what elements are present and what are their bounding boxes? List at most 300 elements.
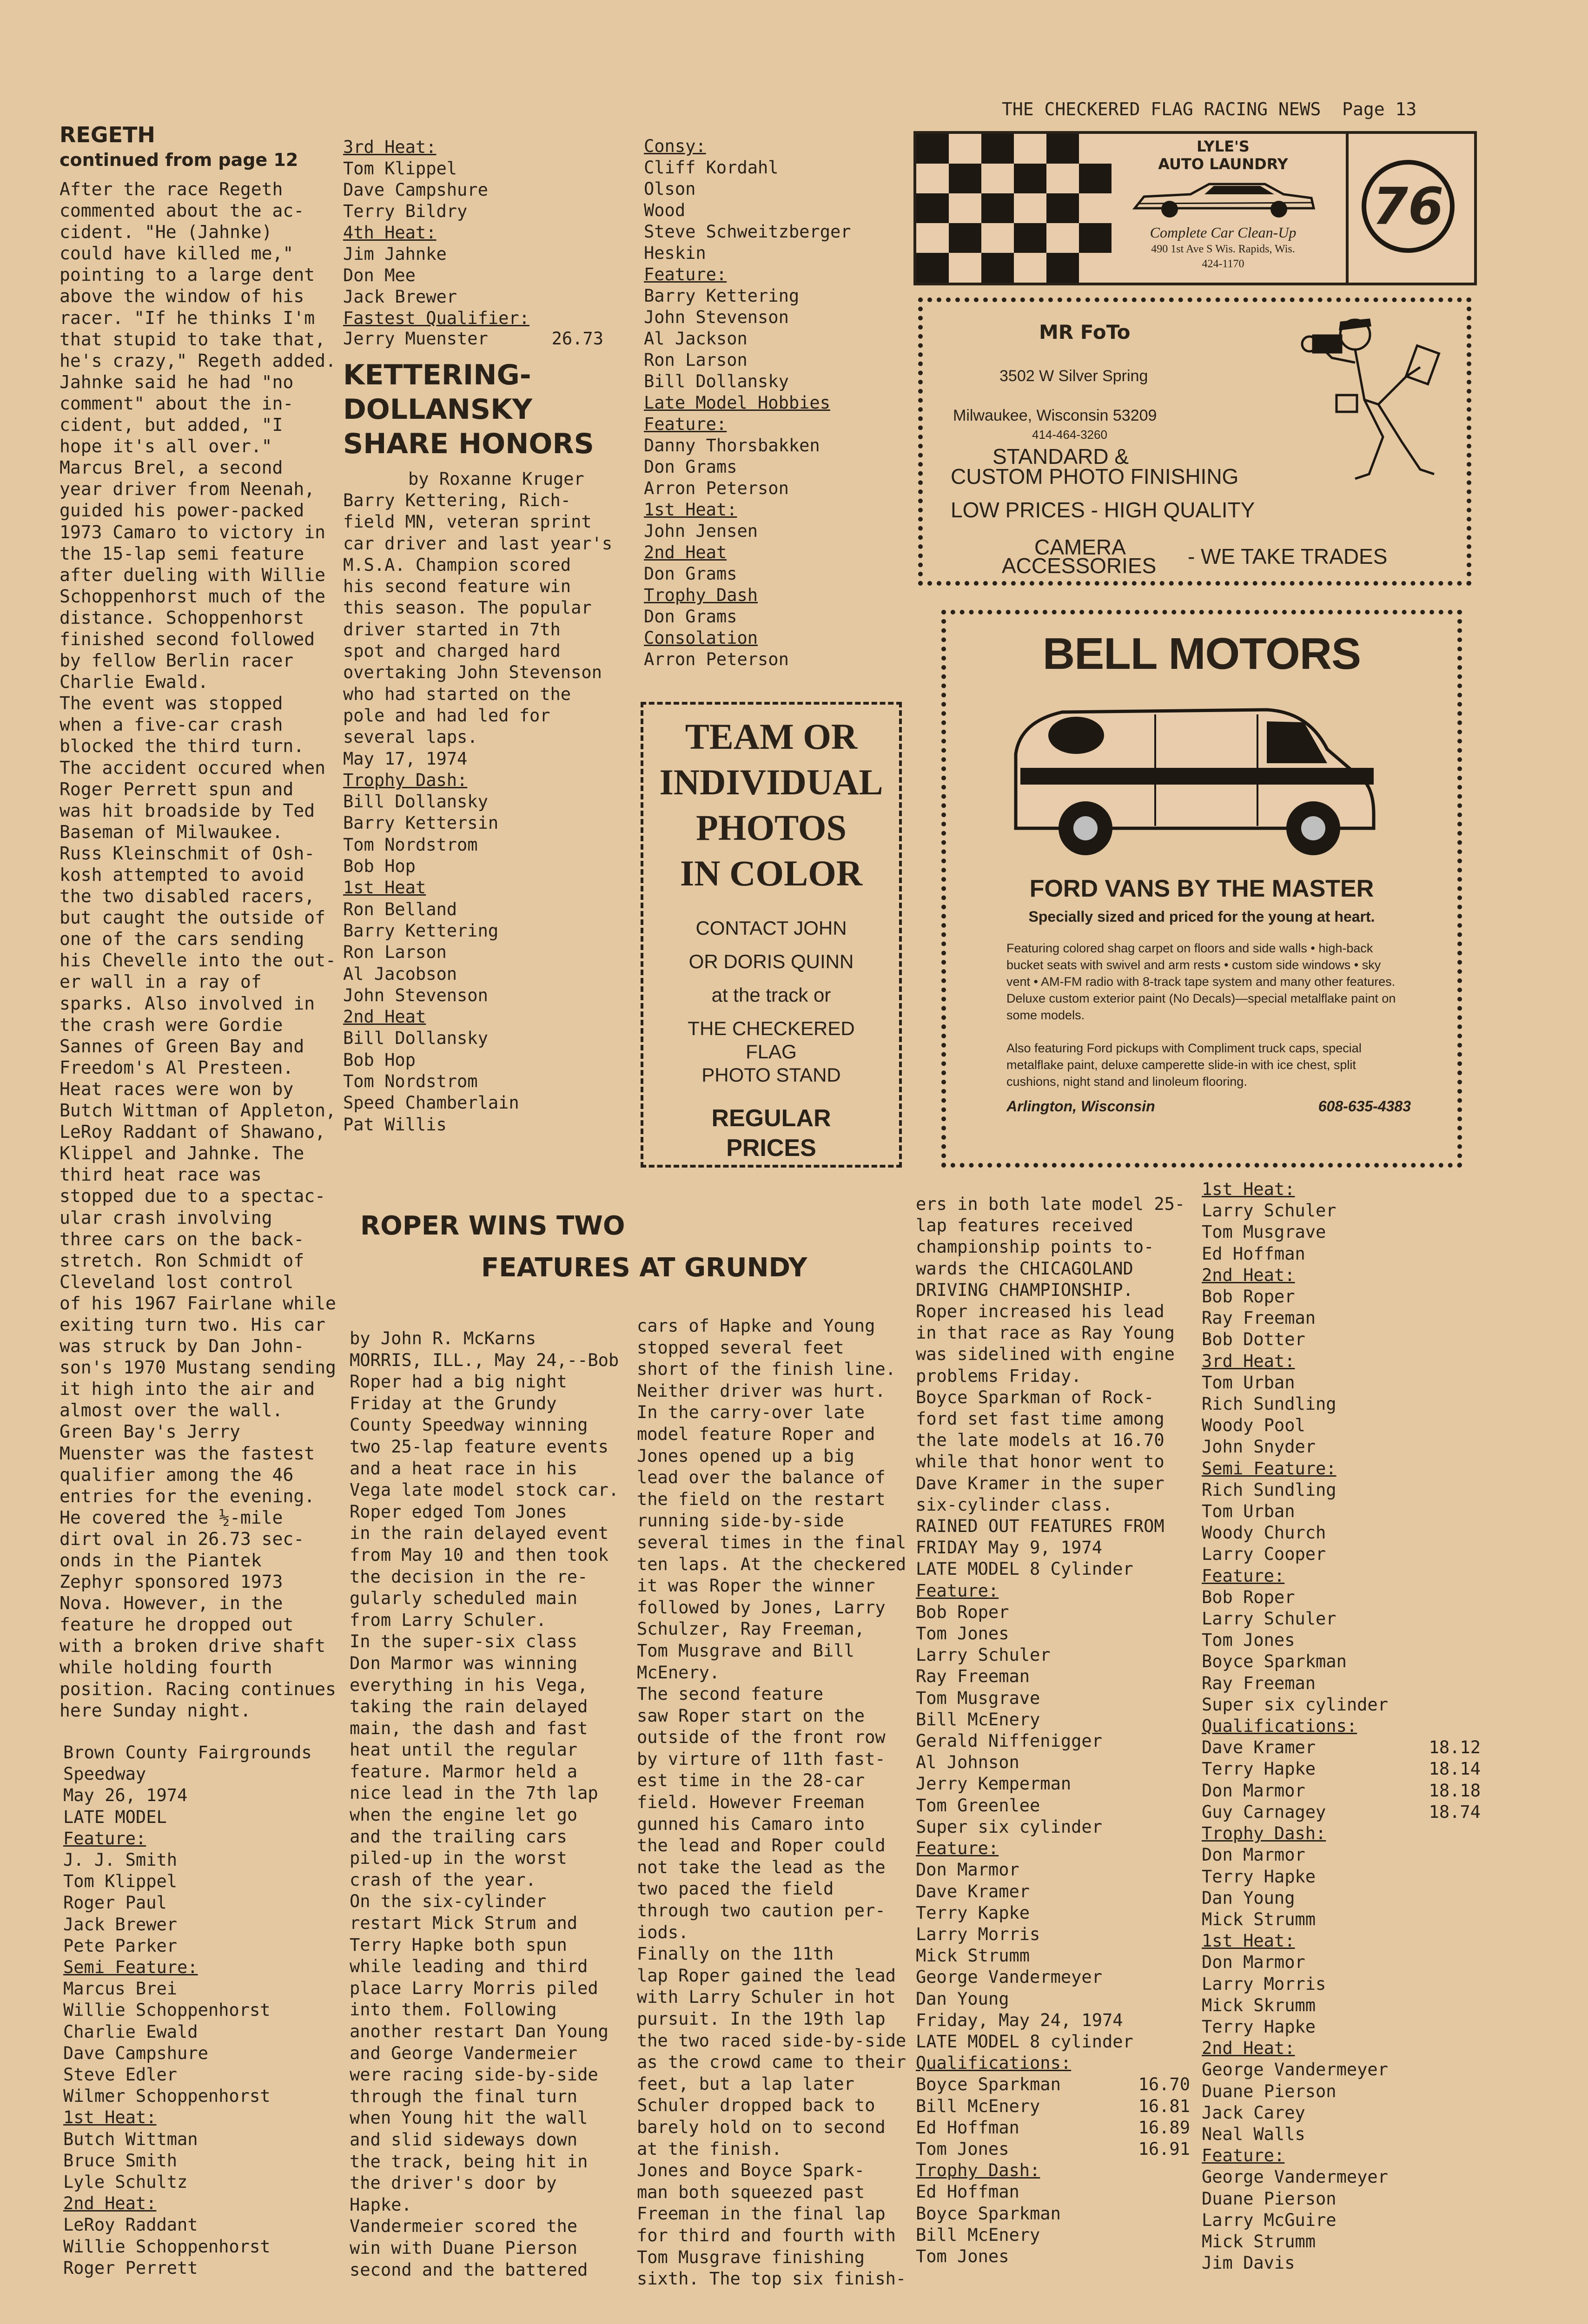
roper-col2-line: through two caution per- (637, 1901, 886, 1921)
col2-results-line: Jim Jahnke (343, 244, 447, 264)
roper-col2-line: as the crowd came to their (637, 2052, 906, 2073)
regeth-body-line: sparks. Also involved in (60, 993, 315, 1014)
roper-col2-line: McEnery. (637, 1662, 720, 1683)
checker-square (916, 193, 949, 223)
roper-col1-line: into them. Following (350, 2000, 557, 2020)
kettering-body-line: 1st Heat (343, 878, 426, 898)
regeth-body-line: pointing to a large dent (60, 264, 315, 285)
qualification-row (1202, 1802, 1481, 1823)
col3-results-line: Don Grams (644, 564, 737, 584)
roper-col3-line: Qualifications: (916, 2053, 1072, 2073)
roper-col3-line: George Vandermeyer (916, 1967, 1102, 1987)
roper-col1-line: taking the rain delayed (350, 1697, 588, 1717)
regeth-body-line: with a broken drive shaft (60, 1636, 325, 1657)
roper-col4-line: Semi Feature: (1202, 1458, 1337, 1479)
roper-col2-line: cars of Hapke and Young (637, 1316, 875, 1336)
roper-col1-line: second and the battered (350, 2259, 588, 2280)
roper-col4-tail-line: Jack Carey (1202, 2102, 1305, 2123)
mr-foto-city: Milwaukee, Wisconsin 53209 (953, 407, 1157, 424)
regeth-results-line: Charlie Ewald (63, 2021, 198, 2042)
regeth-body-line: he's crazy," Regeth added. (60, 350, 336, 371)
kettering-headline-2: DOLLANSKY (343, 393, 533, 426)
roper-col1-line: while leading and third (350, 1956, 588, 1977)
bell-body-2: Also featuring Ford pickups with Compliment truck caps, special metalflake paint, deluxe camperette slide-in with ice chest, split cushions, night stand and linoleum flooring. (1006, 1041, 1362, 1089)
regeth-body-line: could have killed me," (60, 243, 294, 264)
photo-ad-line-4: IN COLOR (680, 853, 863, 893)
col3-results-line: Don Grams (644, 457, 737, 477)
regeth-results-line: Speedway (63, 1764, 146, 1784)
bell-headline: FORD VANS BY THE MASTER (1029, 875, 1374, 902)
kettering-body-line: M.S.A. Champion scored (343, 555, 571, 575)
roper-col4-tail-line: George Vandermeyer (1202, 2167, 1388, 2187)
col3-results-line: Olson (644, 179, 696, 199)
qualification-row (916, 2096, 1190, 2117)
roper-col2-line: saw Roper start on the (637, 1705, 865, 1726)
running-head: THE CHECKERED FLAG RACING NEWS Page 13 (1002, 99, 1417, 119)
regeth-body-line: when a five-car crash (60, 714, 283, 735)
roper-col2-line: for third and fourth with (637, 2225, 896, 2245)
roper-col3-line: Larry Schuler (916, 1645, 1051, 1665)
photo-ad-stand: PHOTO STAND (701, 1064, 841, 1086)
kettering-body-line: Bob Hop (343, 1050, 416, 1070)
roper-col1-line: restart Mick Strum and (350, 1913, 578, 1934)
qualifier-time: 16.91 (1138, 2139, 1190, 2159)
roper-col2-line: man both squeezed past (637, 2182, 865, 2202)
roper-col1-line: gularly scheduled main (350, 1588, 578, 1609)
roper-col2-line: at the finish. (637, 2139, 782, 2159)
regeth-results-line: Pete Parker (63, 1935, 178, 1956)
roper-col4-line: 1st Heat: (1202, 1179, 1295, 1199)
regeth-results-line: May 26, 1974 (63, 1785, 188, 1806)
photo-ad-prices: PRICES (726, 1135, 816, 1162)
regeth-body-line: Charlie Ewald. (60, 672, 209, 693)
roper-col4-tail-line: Feature: (1202, 2146, 1285, 2166)
lyles-ad (913, 131, 1477, 285)
regeth-results-line: Lyle Schultz (63, 2172, 188, 2192)
roper-col1-line: Roper edged Tom Jones (350, 1501, 567, 1522)
roper-col4-tail-line: Dan Young (1202, 1888, 1295, 1908)
regeth-body-line: son's 1970 Mustang sending (60, 1357, 336, 1378)
kettering-body-line: Bill Dollansky (343, 792, 488, 812)
roper-col1-line: Roper had a big night (350, 1372, 567, 1392)
regeth-body-line: was hit broadside by Ted (60, 800, 315, 821)
roper-col3-line: championship points to- (916, 1237, 1154, 1257)
regeth-body-line: After the race Regeth (60, 179, 283, 199)
roper-col2-line: iods. (637, 1922, 689, 1942)
roper-col3-line: Gerald Niffenigger (916, 1731, 1102, 1751)
regeth-body-line: Roger Perrett spun and (60, 779, 294, 799)
regeth-body-line: Muenster was the fastest (60, 1443, 315, 1464)
roper-col3-line: Roper increased his lead (916, 1301, 1165, 1322)
roper-col-4 (1202, 1179, 1485, 2274)
regeth-body-line: LeRoy Raddant of Shawano, (60, 1122, 325, 1142)
col3-results-line: John Stevenson (644, 307, 789, 327)
roper-col1-line: from May 10 and then took (350, 1545, 609, 1565)
roper-col1-line: On the six-cylinder (350, 1891, 547, 1912)
roper-col3-line: LATE MODEL 8 Cylinder (916, 1559, 1133, 1579)
roper-col2-line: Jones opened up a big (637, 1446, 854, 1466)
regeth-body-line: Green Bay's Jerry (60, 1421, 240, 1442)
roper-col4-line: Larry Cooper (1202, 1544, 1326, 1565)
roper-col3-tail-line: Ed Hoffman (916, 2182, 1019, 2202)
regeth-body-line: position. Racing continues (60, 1678, 336, 1699)
regeth-continued: continued from page 12 (60, 150, 298, 170)
regeth-body-line: Zephyr sponsored 1973 (60, 1571, 283, 1592)
checker-square (1046, 253, 1079, 283)
col2-results-line: Terry Bildry (343, 201, 468, 221)
qualifier-name: Don Marmor (1202, 1780, 1305, 1801)
regeth-results (63, 1742, 312, 2279)
qualifier-name: Bill McEnery (916, 2096, 1040, 2116)
col3-results-line: Ron Larson (644, 350, 748, 370)
roper-col4-line: Tom Musgrave (1202, 1222, 1326, 1242)
roper-col1-line: place Larry Morris piled (350, 1978, 598, 1998)
regeth-body-line: guided his power-packed (60, 500, 304, 521)
regeth-results-line: Steve Edler (63, 2065, 178, 2085)
checker-square (1079, 164, 1112, 193)
regeth-body-line: Cleveland lost control (60, 1271, 294, 1292)
roper-col2-line: stopped several feet (637, 1337, 844, 1358)
regeth-body-line: Nova. However, in the (60, 1593, 283, 1614)
roper-col1-line: in the rain delayed event (350, 1523, 609, 1544)
lyles-name-2: AUTO LAUNDRY (1158, 155, 1288, 173)
col3-results-line: Feature: (644, 414, 727, 434)
kettering-body-line: this season. The popular (343, 598, 592, 618)
car-icon (1125, 176, 1321, 222)
col3-results-line: Bill Dollansky (644, 371, 789, 391)
roper-col3-tail-line: Boyce Sparkman (916, 2203, 1061, 2224)
qualification-row (916, 2139, 1190, 2160)
regeth-results-line: Bruce Smith (63, 2150, 178, 2171)
col2-results-line: Dave Campshure (343, 180, 488, 200)
regeth-results-line: J. J. Smith (63, 1850, 178, 1870)
kettering-body-line: Bill Dollansky (343, 1028, 488, 1049)
regeth-body-line: stretch. Ron Schmidt of (60, 1250, 304, 1271)
kettering-body-line: pole and had led for (343, 705, 550, 726)
regeth-body-line: qualifier among the 46 (60, 1464, 294, 1485)
roper-col1-line: Vega late model stock car. (350, 1480, 619, 1500)
roper-col4-tail-line: Neal Walls (1202, 2124, 1305, 2144)
kettering-body-line: Barry Kettering (343, 920, 499, 941)
roper-col2-line: not take the lead as the (637, 1857, 886, 1877)
qualification-row (916, 2074, 1190, 2095)
roper-col1-line: win with Duane Pierson (350, 2238, 578, 2258)
regeth-results-line: Feature: (63, 1828, 146, 1849)
regeth-body-line: exiting turn two. His car (60, 1314, 325, 1335)
bell-motors-ad (941, 610, 1462, 1168)
bell-subhead: Specially sized and priced for the young at heart. (1028, 908, 1375, 925)
roper-col1-line: piled-up in the worst (350, 1848, 567, 1868)
qualifier-time: 16.70 (1138, 2074, 1190, 2095)
kettering-body-line: Ron Belland (343, 899, 457, 919)
regeth-results-line: Willie Schoppenhorst (63, 2000, 271, 2020)
regeth-body-line: one of the cars sending (60, 929, 304, 950)
roper-col3-line: Tom Jones (916, 1624, 1009, 1644)
checker-square (916, 134, 949, 164)
checker-square (981, 193, 1014, 223)
roper-col3-tail-line: Tom Jones (916, 2246, 1009, 2266)
roper-col1-line: when the engine let go (350, 1805, 578, 1825)
regeth-results-line: Roger Paul (63, 1893, 167, 1913)
roper-col3-line: Terry Kapke (916, 1902, 1030, 1923)
checkered-flag-icon (916, 134, 1112, 283)
regeth-results-line: Brown County Fairgrounds (63, 1743, 312, 1763)
kettering-headline-1: KETTERING- (343, 359, 531, 391)
roper-col4-line: Boyce Sparkman (1202, 1651, 1347, 1672)
col3-results-line: Wood (644, 200, 686, 220)
regeth-results-line: LeRoy Raddant (63, 2215, 198, 2235)
roper-col1-line: and slid sideways down (350, 2129, 578, 2150)
roper-col3-tail-line: Bill McEnery (916, 2225, 1040, 2245)
roper-col2-line: Tom Musgrave finishing (637, 2247, 865, 2267)
regeth-body-line: his Chevelle into the out- (60, 950, 336, 971)
roper-col-2 (637, 1315, 906, 2290)
checker-square (1079, 223, 1112, 253)
roper-col4-tail-line: Duane Pierson (1202, 2081, 1337, 2101)
roper-col4-line: Bob Dotter (1202, 1329, 1305, 1350)
regeth-body-line: by fellow Berlin racer (60, 650, 294, 671)
regeth-results-line: Jack Brewer (63, 1914, 178, 1934)
col3-results-line: John Jensen (644, 521, 758, 541)
kettering-byline: by Roxanne Kruger (408, 469, 584, 489)
roper-col1-line: were racing side-by-side (350, 2065, 598, 2085)
roper-col2-line: Schuler dropped back to (637, 2095, 875, 2116)
checker-square (949, 223, 981, 253)
mr-foto-line-2: CUSTOM PHOTO FINISHING (951, 464, 1239, 489)
roper-col2-line: feet, but a lap later (637, 2073, 854, 2094)
regeth-body-line: of his 1967 Fairlane while (60, 1293, 336, 1314)
roper-col4-tail-line: Larry Morris (1202, 1974, 1326, 1994)
roper-col1-line: the track, being hit in (350, 2151, 588, 2172)
roper-col1-line: Don Marmor was winning (350, 1653, 578, 1673)
kettering-body-line: driver started in 7th (343, 619, 561, 640)
mr-foto-street: 3502 W Silver Spring (999, 367, 1148, 385)
regeth-body-line: The accident occured when (60, 757, 325, 778)
ford-van-illustration (1006, 693, 1388, 861)
regeth-results-line: Semi Feature: (63, 1957, 198, 1978)
roper-col3-line: Dave Kramer (916, 1881, 1030, 1901)
regeth-body-line: 1973 Camaro to victory in (60, 522, 325, 542)
regeth-body (60, 178, 338, 1721)
roper-col4-line: Woody Pool (1202, 1415, 1305, 1436)
regeth-body-line: Russ Kleinschmit of Osh- (60, 843, 315, 864)
kettering-body-line: spot and charged hard (343, 641, 561, 661)
roper-col3-line: RAINED OUT FEATURES FROM (916, 1516, 1165, 1537)
qualifier-name: Ed Hoffman (916, 2117, 1019, 2138)
mr-foto-accessories: ACCESSORIES (1002, 554, 1157, 578)
roper-col4-tail-line: Trophy Dash: (1202, 1823, 1326, 1844)
roper-col2-line: Schulzer, Ray Freeman, (637, 1619, 865, 1639)
roper-col3-line: six-cylinder class. (916, 1494, 1113, 1515)
roper-col2-line: outside of the front row (637, 1727, 886, 1748)
roper-col-1 (350, 1328, 619, 2281)
regeth-body-line: commented about the ac- (60, 200, 304, 221)
col2-results-line: 4th Heat: (343, 223, 437, 243)
regeth-body-line: it high into the air and (60, 1379, 315, 1400)
roper-col1-line: and a heat race in his (350, 1458, 578, 1479)
roper-col1-line: County Speedway winning (350, 1415, 588, 1435)
regeth-body-line: year driver from Neenah, (60, 479, 315, 500)
qualifier-time: 18.12 (1429, 1737, 1481, 1758)
bell-location: Arlington, Wisconsin (1006, 1098, 1155, 1115)
mr-foto-phone: 414-464-3260 (1032, 428, 1107, 442)
roper-col4-tail-line: Don Marmor (1202, 1952, 1305, 1973)
roper-col4-line: Qualifications: (1202, 1716, 1357, 1736)
roper-col2-line: Freeman in the final lap (637, 2204, 886, 2224)
regeth-results-line: 1st Heat: (63, 2107, 157, 2128)
regeth-body-line: was struck by Dan John- (60, 1336, 304, 1357)
kettering-body-line: who had started on the (343, 684, 571, 704)
regeth-body-line: cident. "He (Jahnke) (60, 222, 272, 243)
roper-col4-line: Rich Sundling (1202, 1479, 1337, 1500)
lyles-name: LYLE'S (1197, 138, 1250, 155)
roper-col3-line: Larry Morris (916, 1924, 1040, 1944)
roper-col4-tail-line: Mick Strumm (1202, 1909, 1316, 1929)
kettering-body-line: Pat Willis (343, 1114, 447, 1135)
roper-col4-tail-line: 1st Heat: (1202, 1931, 1295, 1951)
kettering-article (343, 358, 622, 1136)
col3-results-line: Barry Kettering (644, 286, 800, 306)
regeth-body-line: the two disabled racers, (60, 886, 315, 907)
regeth-body-line: the crash were Gordie (60, 1014, 283, 1035)
roper-col2-line: ten laps. At the checkered (637, 1554, 906, 1574)
regeth-results-line: Roger Perrett (63, 2258, 198, 2278)
regeth-body-line: almost over the wall. (60, 1400, 283, 1421)
roper-col4-tail-line: Jim Davis (1202, 2253, 1295, 2273)
col3-results-line: Danny Thorsbakken (644, 436, 820, 456)
fastest-qualifier-time: 26.73 (551, 329, 603, 349)
qualifier-name: Dave Kramer (1202, 1737, 1316, 1758)
qualifier-time: 16.81 (1138, 2096, 1190, 2116)
photo-ad-line-2: INDIVIDUAL (659, 762, 883, 802)
col3-results-line: Steve Schweitzberger (644, 222, 851, 242)
checker-square (1046, 134, 1079, 164)
qualifier-name: Boyce Sparkman (916, 2074, 1061, 2095)
roper-col3-line: Ray Freeman (916, 1666, 1030, 1687)
roper-col2-line: several times in the final (637, 1532, 906, 1552)
qualifier-time: 16.89 (1138, 2117, 1190, 2138)
kettering-body-line: Speed Chamberlain (343, 1093, 519, 1113)
col3-results-line: 1st Heat: (644, 500, 737, 520)
roper-col4-tail-line: Don Marmor (1202, 1845, 1305, 1865)
roper-col1-line: Hapke. (350, 2194, 412, 2215)
roper-col4-tail-line: Terry Hapke (1202, 2016, 1316, 2037)
lyles-tagline: Complete Car Clean-Up (1150, 224, 1297, 241)
regeth-body-line: The event was stopped (60, 693, 283, 714)
kettering-body-line: Bob Hop (343, 856, 416, 877)
roper-col4-tail-line: Duane Pierson (1202, 2188, 1337, 2209)
regeth-body-line: comment" about the in- (60, 393, 294, 414)
roper-col4-tail-line: Mick Strumm (1202, 2231, 1316, 2251)
col2-results-line: Jack Brewer (343, 287, 457, 307)
roper-col3-line: Friday, May 24, 1974 (916, 2010, 1123, 2030)
roper-col3-tail-line: Trophy Dash: (916, 2160, 1040, 2181)
mr-foto-line-1: STANDARD & (992, 444, 1129, 469)
col3-results (644, 136, 851, 670)
qualification-row (1202, 1758, 1481, 1780)
qualification-row (1202, 1737, 1481, 1758)
regeth-body-line: that stupid to take that, (60, 329, 325, 350)
roper-col2-line: The second feature (637, 1684, 823, 1704)
mr-foto-ad (918, 297, 1471, 586)
roper-col4-line: Ray Freeman (1202, 1673, 1316, 1693)
mr-foto-camera: CAMERA (1034, 535, 1126, 559)
regeth-results-line: Willie Schoppenhorst (63, 2236, 271, 2257)
kettering-body-line: John Stevenson (343, 985, 488, 1005)
col3-results-line: Feature: (644, 264, 727, 284)
roper-col3-line: was sidelined with engine (916, 1344, 1175, 1365)
regeth-body-line: ular crash involving (60, 1207, 272, 1228)
checker-square (1014, 164, 1046, 193)
regeth-results-line: Marcus Brei (63, 1979, 178, 1999)
roper-col3-line: Al Johnson (916, 1752, 1019, 1773)
checker-square (1014, 223, 1046, 253)
kettering-body-line: May 17, 1974 (343, 748, 468, 769)
roper-col4-line: Ed Hoffman (1202, 1243, 1305, 1264)
roper-col4-line: Ray Freeman (1202, 1308, 1316, 1328)
qualifier-name: Terry Hapke (1202, 1759, 1316, 1779)
roper-col4-line: Tom Urban (1202, 1372, 1295, 1393)
col2-results (343, 137, 529, 329)
photo-ad-regular: REGULAR (711, 1105, 831, 1132)
roper-col4-line: Bob Roper (1202, 1587, 1295, 1607)
regeth-body-line: but caught the outside of (60, 907, 325, 928)
regeth-body-line: onds in the Piantek (60, 1550, 262, 1571)
roper-col1-line: two 25-lap feature events (350, 1436, 609, 1457)
roper-col2-line: model feature Roper and (637, 1424, 875, 1444)
qualifier-name: Tom Jones (916, 2139, 1009, 2159)
photo-ad-flag-1: THE CHECKERED (688, 1017, 855, 1039)
roper-col2-line: with Larry Schuler in hot (637, 1987, 896, 2007)
regeth-body-line: stopped due to a spectac- (60, 1186, 325, 1207)
bell-phone: 608-635-4383 (1318, 1098, 1411, 1115)
roper-col3-line: Boyce Sparkman of Rock- (916, 1387, 1154, 1407)
col3-results-line: Late Model Hobbies (644, 393, 830, 413)
regeth-results-line: Wilmer Schoppenhorst (63, 2086, 271, 2106)
regeth-body-line: dirt oval in 26.73 sec- (60, 1528, 304, 1549)
kettering-body-line: car driver and last year's (343, 533, 613, 554)
photo-ad-line-1: TEAM OR (685, 716, 858, 757)
roper-col4-tail-line: George Vandermeyer (1202, 2060, 1388, 2080)
roper-col4-line: 3rd Heat: (1202, 1351, 1295, 1371)
roper-col3-line: Dan Young (916, 1988, 1009, 2009)
roper-col1-line: feature. Marmor held a (350, 1761, 578, 1782)
roper-col1-line: In the super-six class (350, 1631, 578, 1652)
roper-col3-line: Don Marmor (916, 1860, 1019, 1880)
roper-col2-line: the lead and Roper could (637, 1835, 886, 1856)
roper-col1-line: Terry Hapke both spun (350, 1934, 567, 1955)
regeth-body-line: er wall in a ray of (60, 971, 262, 992)
roper-col2-line: it was Roper the winner (637, 1576, 875, 1596)
roper-col4-tail-line: Terry Hapke (1202, 1866, 1316, 1887)
roper-col1-line: and the trailing cars (350, 1826, 567, 1847)
roper-col3-line: LATE MODEL 8 cylinder (916, 2031, 1133, 2052)
col3-results-line: Cliff Kordahl (644, 158, 779, 178)
regeth-body-line: third heat race was (60, 1164, 262, 1185)
col3-results-line: Arron Peterson (644, 649, 789, 669)
regeth-body-line: three cars on the back- (60, 1228, 304, 1249)
regeth-results-line: Butch Wittman (63, 2129, 198, 2149)
qualification-row (916, 2117, 1190, 2139)
roper-col2-line: the two raced side-by-side (637, 2030, 906, 2051)
kettering-body-line: Tom Nordstrom (343, 1071, 478, 1092)
kettering-body-line: Barry Kettersin (343, 813, 499, 833)
regeth-body-line: Schoppenhorst much of the (60, 586, 325, 607)
kettering-body-line: Tom Nordstrom (343, 834, 478, 855)
roper-col1-line: the driver's door by (350, 2173, 557, 2193)
mr-foto-line-3: LOW PRICES - HIGH QUALITY (951, 498, 1255, 522)
roper-col2-line: lead over the balance of (637, 1467, 886, 1488)
